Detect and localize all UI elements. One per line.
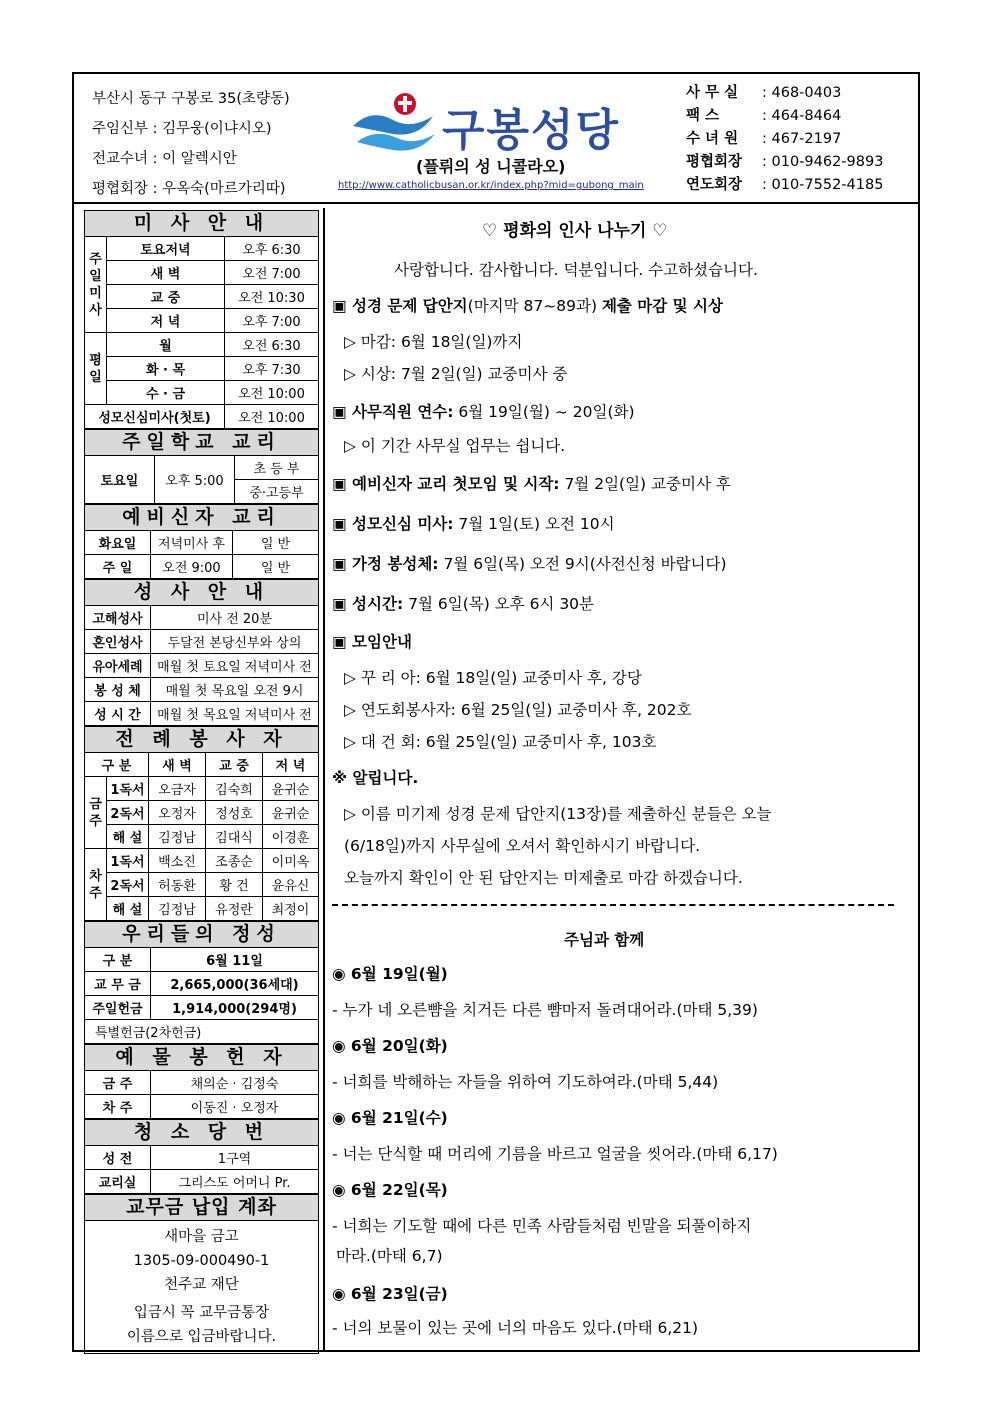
notice-marian-mass: ▣ 성모신심 미사: 7월 1일(토) 오전 10시 [332, 515, 615, 533]
donors-table: 금 주 채의순 · 김정숙 차 주 이동진 · 오정자 [84, 1070, 319, 1119]
sidebar [84, 210, 319, 1354]
weekday-mass-label: 평일 [85, 333, 107, 405]
sunday-school-table: 토요일 오후 5:00 초 등 부 중·고등부 [84, 455, 319, 504]
mass-title: 미 사 안 내 [84, 210, 319, 236]
offering-title: 우리들의 정성 [84, 921, 319, 947]
donors-title: 예 물 봉 헌 자 [84, 1044, 319, 1070]
contact-office: 사 무 실 : 468-0403 [686, 85, 842, 101]
day-date: ◉ 6월 20일(화) [332, 1037, 448, 1055]
cleaning-title: 청 소 당 번 [84, 1119, 319, 1145]
sunday-school-title: 주일학교 교리 [84, 429, 319, 455]
day-date: ◉ 6월 23일(금) [332, 1285, 448, 1303]
parish-info [92, 84, 290, 204]
bulletin-page: 부산시 동구 구봉로 35(초량동) 주임신부 : 김무웅(이냐시오) 전교수녀 : 이 알렉시안 평협회장 : 우옥숙(마르가리따) 구봉성당 (플뤼의 성 니콜라오) http://www.catholicbusan.or.kr/index.php?mid=gubong_main 사 무 실 : 468-0403 팩 스 : 464-8464 수 녀 원 : 467-2197 평협회장 : 010-9462-9893 연도회장 : 010-7552-4185 미 사 안 내 주일미사 토요저녁 오후 6:30 새 벽 오전 7:00 교 중 오전 10:30 저 녁 오후 7:00 평일 월 오전 6:30 화 · 목 오후 7:30 수 · 금 오전 10:00 성모신심미사(첫토) 오전 10:00 주일학교 교리 토요일 오후 5:00 초 등 부 중·고등부 예비신자 교리 화요일 저녁미사 후 일 반 주 일 오전 9:00 일 반 성 사 안 내 고해성사 미사 전 20분 혼인성사 두달전 본당신부와 상의 유아세례 매월 첫 토요일 저녁미사 전 봉 성 체 매월 첫 목요일 오전 9시 성 시 간 매월 첫 목요일 저녁미사 전 전 례 봉 사 자 구 분 새 벽 교 중 저 녁 금주 1독서 오금자 김숙희 윤귀순 2독서 오정자 정성호 윤귀순 해 설 김정남 김대식 이경훈 차주 1독서 백소진 조종순 이미옥 2독서 허동환 황 건 윤유신 해 설 김정남 유정란 최정이 우리들의 정성 구 분 6월 11일 교 무 금 2,665,000(36세대) 주일헌금 1,914,000(294명) 특별헌금(2차헌금) 예 물 봉 헌 자 금 주 채의순 · 김정숙 차 주 이동진 · 오정자 청 소 당 번 성 전 1구역 교리실 그리스도 어머니 Pr. 교무금 납입 계좌 새마을 금고 1305-09-000490-1 천주교 재단 입금시 꼭 교무금통장 이름으로 입금바랍니다. ♡ 평화의 인사 나누기 ♡ 사랑합니다. 감사합니다. 덕분입니다. 수고하셨습니다. ▣ 성경 문제 답안지(마지막 87~89과) 제출 마감 및 시상 ▷ 마감: 6월 18일(일)까지 ▷ 시상: 7월 2일(일) 교중미사 중 ▣ 사무직원 연수: 6월 19일(월) ~ 20일(화) ▷ 이 기간 사무실 업무는 쉽니다. ▣ 예비신자 교리 첫모임 및 시작: 7월 2일(일) 교중미사 후 ▣ 성모신심 미사: 7월 1일(토) 오전 10시 ▣ 가정 봉성체: 7월 6일(목) 오전 9시(사전신청 바랍니다) ▣ 성시간: 7월 6일(목) 오후 6시 30분 ▣ 모임안내 ▷ 꾸 리 아: 6월 18일(일) 교중미사 후, 강당 ▷ 연도회봉사자: 6월 25일(일) 교중미사 후, 202호 ▷ 대 건 회: 6월 25일(일) 교중미사 후, 103호 ※ 알립니다. ▷ 이름 미기제 성경 문제 답안지(13장)를 제출하신 분들은 오늘 (6/18일)까지 사무실에 오셔서 확인하시기 바랍니다. 오늘까지 확인이 안 된 답안지는 미제출로 마감 하겠습니다. 주님과 함께 ◉ 6월 19일(월) - 누가 네 오른뺨을 치거든 다른 뺨마저 돌려대어라.(마태 5,39) ◉ 6월 20일(화) - 너희를 박해하는 자들을 위하여 기도하여라.(마태 5,44) ◉ 6월 21일(수) - 너는 단식할 때 머리에 기름을 바르고 얼굴을 씻어라.(마태 6,17) ◉ 6월 22일(목) - 너희는 기도할 때에 다른 민족 사람들처럼 빈말을 되풀이하지 마라.(마태 6,7) ◉ 6월 23일(금) - 너의 보물이 있는 곳에 너의 마음도 있다.(마태 6,21) [72, 72, 920, 1352]
account-info: 새마을 금고 1305-09-000490-1 천주교 재단 입금시 꼭 교무금통장 이름으로 입금바랍니다. [84, 1220, 319, 1354]
day-verse: - 너는 단식할 때 머리에 기름을 바르고 얼굴을 씻어라.(마태 6,17) [332, 1145, 778, 1163]
contact-memorial: 연도회장 : 010-7552-4185 [686, 177, 884, 193]
dashed-divider [332, 904, 894, 906]
church-name: 구봉성당 [442, 105, 621, 156]
notice-holy-hour: ▣ 성시간: 7월 6일(목) 오후 6시 30분 [332, 595, 595, 613]
offering-table: 구 분 6월 11일 교 무 금 2,665,000(36세대) 주일헌금 1,914,000(294명) 특별헌금(2차헌금) [84, 947, 319, 1044]
catechumen-table: 화요일 저녁미사 후 일 반 주 일 오전 9:00 일 반 [84, 530, 319, 579]
day-verse: - 너희는 기도할 때에 다른 민족 사람들처럼 빈말을 되풀이하지 [332, 1217, 752, 1235]
notice-meetings: ▣ 모임안내 [332, 633, 412, 651]
sacraments-title: 성 사 안 내 [84, 579, 319, 605]
council-president: 평협회장 : 우옥숙(마르가리따) [92, 181, 286, 197]
day-date: ◉ 6월 19일(월) [332, 965, 448, 983]
contact-convent: 수 녀 원 : 467-2197 [686, 131, 842, 147]
day-verse-cont: 마라.(마태 6,7) [336, 1247, 443, 1265]
column-divider [323, 208, 325, 1352]
account-title: 교무금 납입 계좌 [84, 1194, 319, 1220]
wave-cross-icon [349, 90, 439, 160]
contact-fax: 팩 스 : 464-8464 [686, 108, 842, 124]
cleaning-table: 성 전 1구역 교리실 그리스도 어머니 Pr. [84, 1145, 319, 1194]
header [74, 74, 918, 204]
contact-list [686, 82, 883, 197]
peace-title: ♡ 평화의 인사 나누기 ♡ [482, 221, 668, 241]
church-logo [338, 84, 674, 199]
day-verse: - 너의 보물이 있는 곳에 너의 마음도 있다.(마태 6,21) [332, 1319, 699, 1337]
day-date: ◉ 6월 22일(목) [332, 1181, 448, 1199]
with-lord-title: 주님과 함께 [564, 931, 645, 949]
notice-home-communion: ▣ 가정 봉성체: 7월 6일(목) 오전 9시(사전신청 바랍니다) [332, 555, 727, 573]
day-verse: - 너희를 박해하는 자들을 위하여 기도하여라.(마태 5,44) [332, 1073, 719, 1091]
peace-text: 사랑합니다. 감사합니다. 덕분입니다. 수고하셨습니다. [394, 261, 758, 279]
website-link[interactable]: http://www.catholicbusan.or.kr/index.php?mid=gubong_main [338, 180, 644, 191]
patron-saint: (플뤼의 성 니콜라오) [416, 157, 566, 176]
address: 부산시 동구 구봉로 35(초량동) [92, 91, 290, 107]
notice-staff-training: ▣ 사무직원 연수: 6월 19일(월) ~ 20일(화) [332, 403, 635, 421]
notice-bible-quiz: ▣ 성경 문제 답안지(마지막 87~89과) 제출 마감 및 시상 [332, 297, 723, 315]
servers-title: 전 례 봉 사 자 [84, 726, 319, 752]
sunday-mass-label: 주일미사 [85, 237, 107, 333]
contact-council: 평협회장 : 010-9462-9893 [686, 154, 884, 170]
catechumen-title: 예비신자 교리 [84, 504, 319, 530]
notice-announcement: ※ 알립니다. [332, 769, 419, 787]
notice-catechumen: ▣ 예비신자 교리 첫모임 및 시작: 7월 2일(일) 교중미사 후 [332, 475, 731, 493]
day-date: ◉ 6월 21일(수) [332, 1109, 448, 1127]
mass-table: 주일미사 토요저녁 오후 6:30 새 벽 오전 7:00 교 중 오전 10:30 저 녁 오후 7:00 평일 월 오전 6:30 화 · 목 오후 7:30 수 · 금 오전 10:00 성모신심미사(첫토) 오전 10:00 [84, 236, 319, 429]
sacraments-table: 고해성사 미사 전 20분 혼인성사 두달전 본당신부와 상의 유아세례 매월 첫 토요일 저녁미사 전 봉 성 체 매월 첫 목요일 오전 9시 성 시 간 매월 첫 목요일 저녁미사 전 [84, 605, 319, 726]
pastor: 주임신부 : 김무웅(이냐시오) [92, 121, 272, 137]
day-verse: - 누가 네 오른뺨을 치거든 다른 뺨마저 돌려대어라.(마태 5,39) [332, 1001, 758, 1019]
nun: 전교수녀 : 이 알렉시안 [92, 151, 237, 167]
servers-table: 구 분 새 벽 교 중 저 녁 금주 1독서 오금자 김숙희 윤귀순 2독서 오정자 정성호 윤귀순 해 설 김정남 김대식 이경훈 차주 1독서 백소진 조종순 이미옥 2독서 허동환 황 건 윤유신 해 설 김정남 유정란 최정이 [84, 752, 319, 921]
